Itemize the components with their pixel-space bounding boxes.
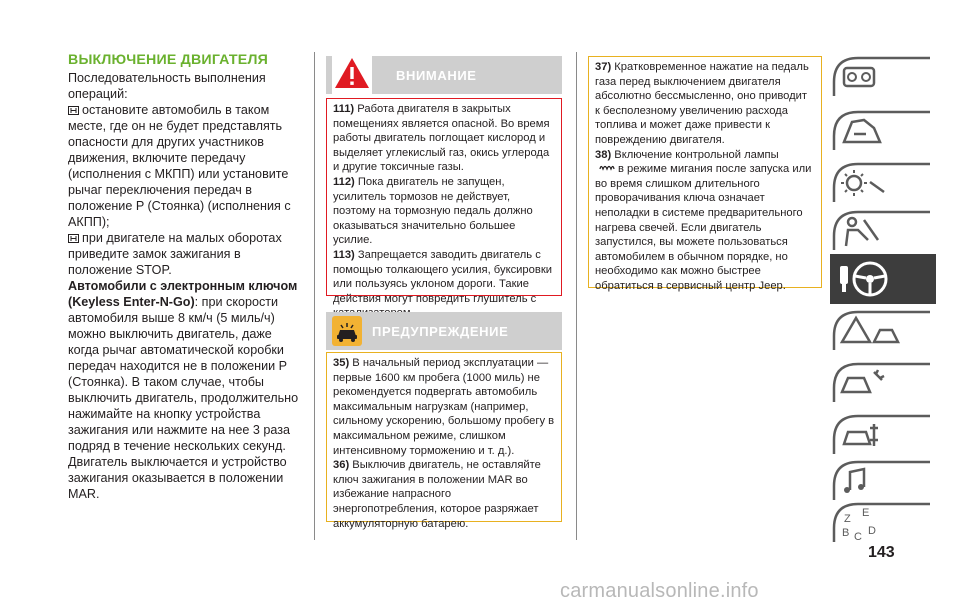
caution-item-number: 35) [333,357,350,369]
warning-item-number: 111) [333,103,355,115]
manual-only-icon [68,106,79,115]
svg-text:C: C [854,531,862,543]
note-item-number: 38) [595,148,612,161]
caution-item-text: Выключив двигатель, не оставляйте ключ зажигания в положении MAR во избежание напрасного энергопотребления, которое разряжает аккумуляторную батарею. [333,459,541,530]
caution-item-number: 36) [333,459,350,472]
note-box [588,56,822,292]
car-seats-icon [830,106,936,156]
step-2-text: при двигателе на малых оборотах приведите замок зажигания в положение STOP. [68,231,282,277]
caution-box [326,352,562,530]
warning-item-text: Работа двигателя в закрытых помещениях является опасной. Во время работы двигатель поглощает кислород и выделяет углекислый газ, окись углерода и другие токсичные газы. [333,103,550,174]
warning-item [333,175,555,248]
intro-text: Последовательность выполнения операций: [68,71,266,101]
tab-lights[interactable] [830,158,936,208]
watermark: carmanualsonline.info [560,580,759,602]
warning-item [333,102,555,175]
caution-title: ПРЕДУПРЕЖДЕНИЕ [372,324,509,339]
tab-maintenance[interactable] [830,358,936,408]
warning-item [333,248,555,321]
car-specs-icon [830,410,936,460]
warning-header [326,56,562,94]
warning-triangle-icon [332,54,372,94]
car-breakdown-icon [830,306,936,356]
car-dashboard-icon [830,52,936,102]
steering-key-icon [830,254,936,304]
manual-only-icon [68,234,79,243]
step-2 [68,230,300,278]
keyless-text: : при скорости автомобиля выше 8 км/ч (5 миль/ч) можно выключить двигатель, даже когда рычаг автоматической коробки передач находится не в положении P (Стоянка). В таком случае, чтобы выключить двигатель, продолжительно нажимайте на кнопку устройства зажигания или нажмите на нее 3 раза подряд в течение нескольких секунд. Двигатель выключается и устройство зажигания оказывается в положении MAR. [68,295,299,501]
section-heading: ВЫКЛЮЧЕНИЕ ДВИГАТЕЛЯ [68,52,268,68]
note-item-text: в режиме мигания после запуска или во время слишком длительного проворачивания ключа означает неполадки в системе предварительного нагрева свечей. Если двигатель запустился, вы можете пользоваться автомобилем в обычном порядке, но необходимо как можно быстрее обратиться в сервисный центр Jeep. [595,163,812,292]
step-1-text: остановите автомобиль в таком месте, где он не будет представлять опасности для других участников движения, включите передачу (исполнения с МКПП) или установите рычаг переключения передач в положение P (Стоянка) (исполнения с АКПП); [68,103,291,229]
tab-seats[interactable] [830,106,936,156]
column-divider-2 [576,52,577,540]
keyless-paragraph [68,278,300,502]
alphabet-index-icon [830,498,936,548]
warning-box [326,98,562,305]
caution-header [326,312,562,350]
svg-text:D: D [868,525,876,537]
tab-index[interactable] [830,498,936,548]
caution-item-text: В начальный период эксплуатации — первые 1600 км пробега (1000 миль) не рекомендуется подвергать автомобиль максимальным нагрузкам (например, сильному ускорению, большому пробегу в максимальном режиме, слишком интенсивному торможению и т. д.). [333,357,555,457]
column-divider-1 [314,52,315,540]
caution-item [333,356,555,458]
warning-item-text: Пока двигатель не запущен, усилитель тормозов не действует, поэтому на тормозную педаль должно оказываться значительно большее усилие. [333,175,533,247]
note-item-number: 37) [595,61,612,73]
keyless-heading: Автомобили с электронным ключом (Keyless Enter-N-Go) [68,279,298,309]
warning-item-text: Запрещается заводить двигатель с помощью толкающего усилия, буксировки или пользуясь уклоном дороги. Такие действия могут повредить глушитель с [333,248,552,305]
car-maintenance-icon [830,358,936,408]
svg-text:B: B [842,527,850,539]
tab-specs[interactable] [830,410,936,460]
warning-item-number: 112) [333,175,355,188]
tab-safety[interactable] [830,206,936,256]
tab-dashboard[interactable] [830,52,936,102]
glow-plug-icon [599,163,615,172]
tab-emergency[interactable] [830,306,936,356]
light-indicator-icon [830,158,936,208]
main-column [68,52,300,502]
caution-item [333,458,555,531]
car-safety-icon [830,206,936,256]
svg-text:E: E [862,507,870,519]
warning-title: ВНИМАНИЕ [396,68,477,83]
warning-item-number: 113) [333,248,355,261]
note-item-37 [595,60,815,148]
note-item-text: Кратковременное нажатие на педаль газа перед выключением двигателя абсолютно бессмысленно, оно приводит к бесполезному увеличению расхода топлива и может даже привести к повреждению двигателя. [595,61,809,146]
page-number: 143 [868,544,895,561]
step-1 [68,102,300,230]
note-item-text: Включение контрольной лампы [614,148,779,161]
car-caution-icon [332,316,362,346]
svg-text:Z: Z [844,513,851,525]
note-item-38 [595,148,815,163]
note-item-38-cont [595,162,815,293]
tab-starting-driving[interactable] [830,254,936,304]
